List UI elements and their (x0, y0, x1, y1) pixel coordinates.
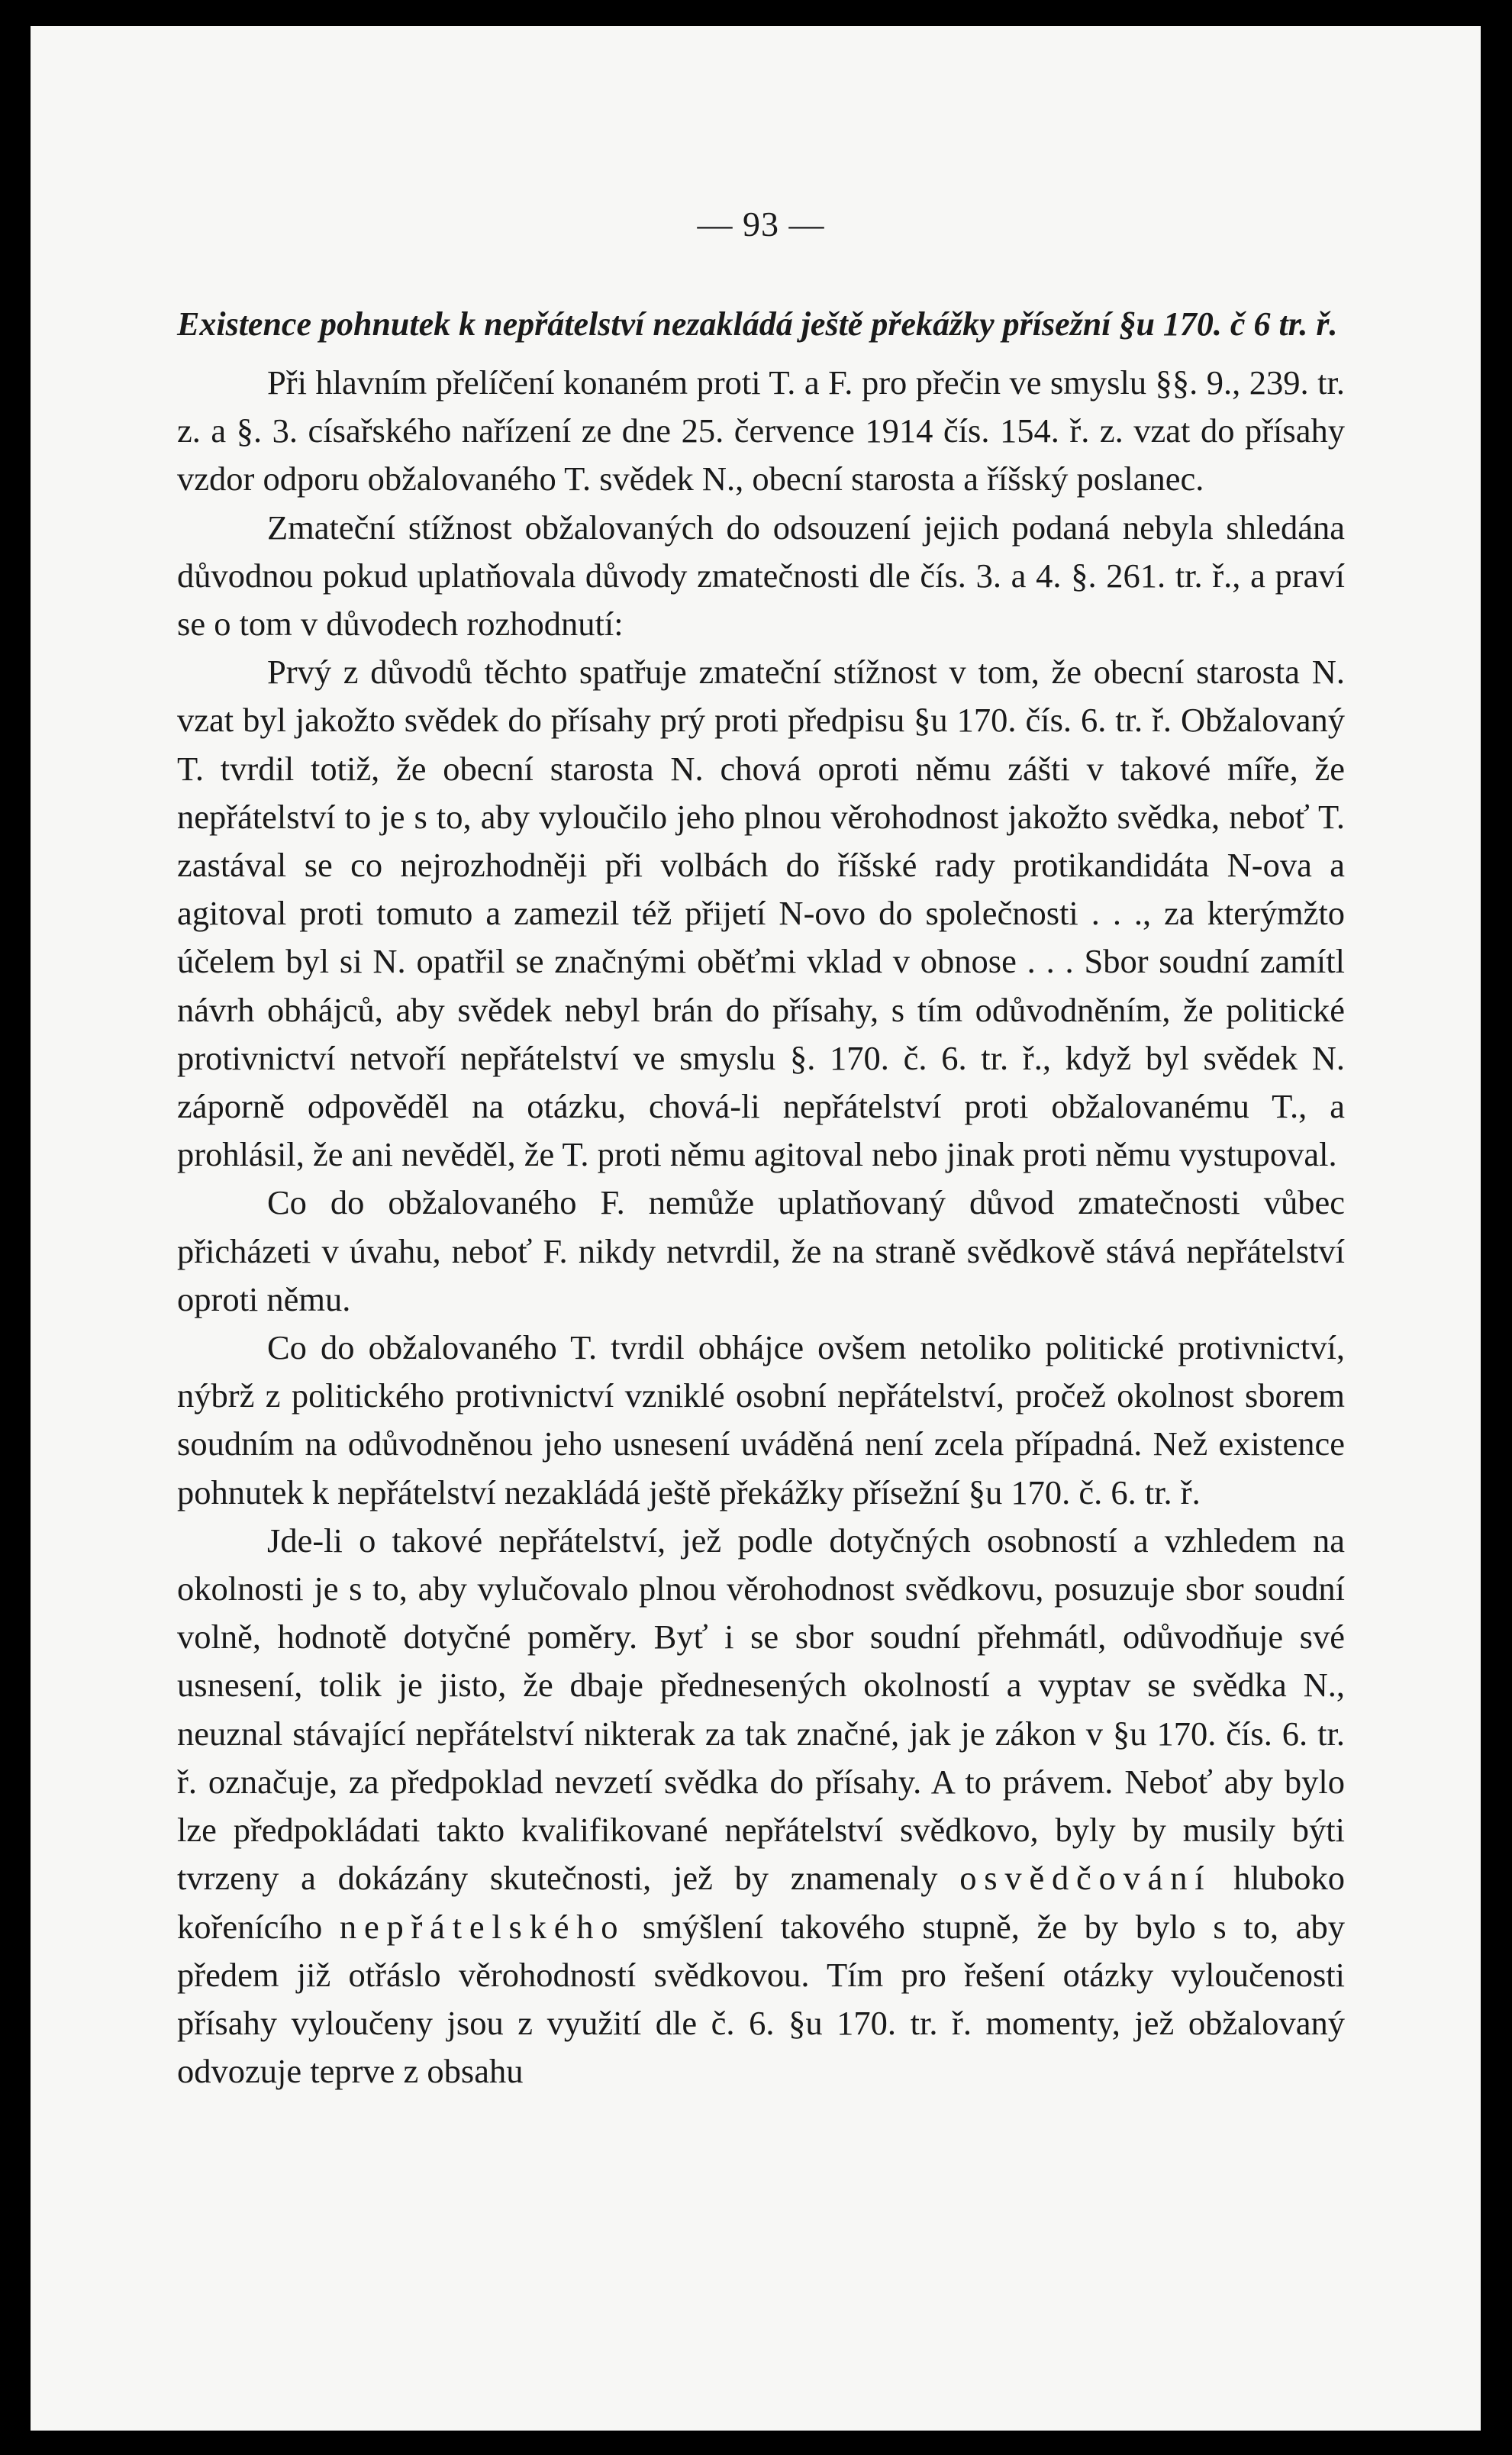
text-block (177, 202, 1345, 2095)
spaced-term-2: nepřátelského (339, 1907, 626, 1946)
paragraph-2: Zmateční stížnost obžalovaných do odsouzení jejich podaná nebyla shledána důvodnou pokud uplatňovala důvody zmatečnosti dle čís. 3. a 4. §. 261. tr. ř., a praví se o tom v důvodech rozhodnutí: (177, 508, 1345, 644)
paragraph-4: Co do obžalovaného F. nemůže uplatňovaný důvod zmatečnosti vůbec přicházeti v úvahu, neboť F. nikdy netvrdil, že na straně svědkově stává nepřátelství oproti němu. (177, 1183, 1345, 1318)
spaced-term-1: osvědčování (959, 1859, 1212, 1898)
paragraph-1: Při hlavním přelíčení konaném proti T. a F. pro přečin ve smyslu §§. 9., 239. tr. z. a §. 3. císařského nařízení ze dne 25. července 1914 čís. 154. ř. z. vzat do přísahy vzdor odporu obžalovaného T. svědek N., obecní starosta a říšský poslanec. (177, 363, 1345, 498)
paragraph-6 (177, 1517, 1345, 2095)
paragraph-6-text-a: Jde-li o takové nepřátelství, jež podle dotyčných osobností a vzhledem na okolnosti je s to, aby vylučovalo plnou věrohodnost svědkovu, posuzuje sbor soudní volně, hodnotě dotyčné poměry. Byť i se sbor soudní přehmátl, odůvodňuje své usnesení, tolik je jisto, že dbaje přednesených okolností a vyptav se svědka N., neuznal stávající nepřátelství nikterak za tak značné, jak je zákon v §u 170. čís. 6. tr. ř. označuje, za předpoklad nevzetí svědka do přísahy. A to právem. Neboť aby bylo lze předpokládati takto kvalifikované nepřátelství svědkovo, byly by musily býti tvrzeny a dokázány skutečnosti, jež by znamenaly (177, 1521, 1345, 1898)
section-heading: Existence pohnutek k nepřátelství nezakládá ještě překážky přísežní §u 170. č 6 tr. ř. (177, 305, 1338, 343)
paragraph-6-text-b: hluboko kořenícího (177, 1859, 1345, 1946)
paragraph-5: Co do obžalovaného T. tvrdil obhájce ovšem netoliko politické protivnictví, nýbrž z politického protivnictví vzniklé osobní nepřátelství, pročež okolnost sborem soudním na odůvodněnou jeho usnesení uváděná není zcela případná. Než existence pohnutek k nepřátelství nezakládá ještě překážky přísežní §u 170. č. 6. tr. ř. (177, 1328, 1345, 1511)
document-page (31, 26, 1481, 2431)
paragraph-6-text-c: smýšlení takového stupně, že by bylo s to, aby předem již otřáslo věrohodností svědkovou. Tím pro řešení otázky vyloučenosti přísahy vyloučeny jsou z využití dle č. 6. §u 170. tr. ř. momenty, jež obžalovaný odvozuje teprve z obsahu (177, 1907, 1345, 2091)
page-number: — 93 — (697, 205, 825, 244)
paragraph-3: Prvý z důvodů těchto spatřuje zmateční stížnost v tom, že obecní starosta N. vzat byl jakožto svědek do přísahy prý proti předpisu §u 170. čís. 6. tr. ř. Obžalovaný T. tvrdil totiž, že obecní starosta N. chová oproti němu zášti v takové míře, že nepřátelství to je s to, aby vyloučilo jeho plnou věrohodnost jakožto svědka, neboť T. zastával se co nejrozhodněji při volbách do říšské rady protikandidáta N-ova a agitoval proti tomuto a zamezil též přijetí N-ovo do společnosti . . ., za kterýmžto účelem byl si N. opatřil se značnými oběťmi vklad v obnose . . . Sbor soudní zamítl návrh obhájců, aby svědek nebyl brán do přísahy, s tím odůvodněním, že politické protivnictví netvoří nepřátelství ve smyslu §. 170. č. 6. tr. ř., když byl svědek N. záporně odpověděl na otázku, chová-li nepřátelství proti obžalovanému T., a prohlásil, že ani nevěděl, že T. proti němu agitoval nebo jinak proti němu vystupoval. (177, 653, 1345, 1174)
